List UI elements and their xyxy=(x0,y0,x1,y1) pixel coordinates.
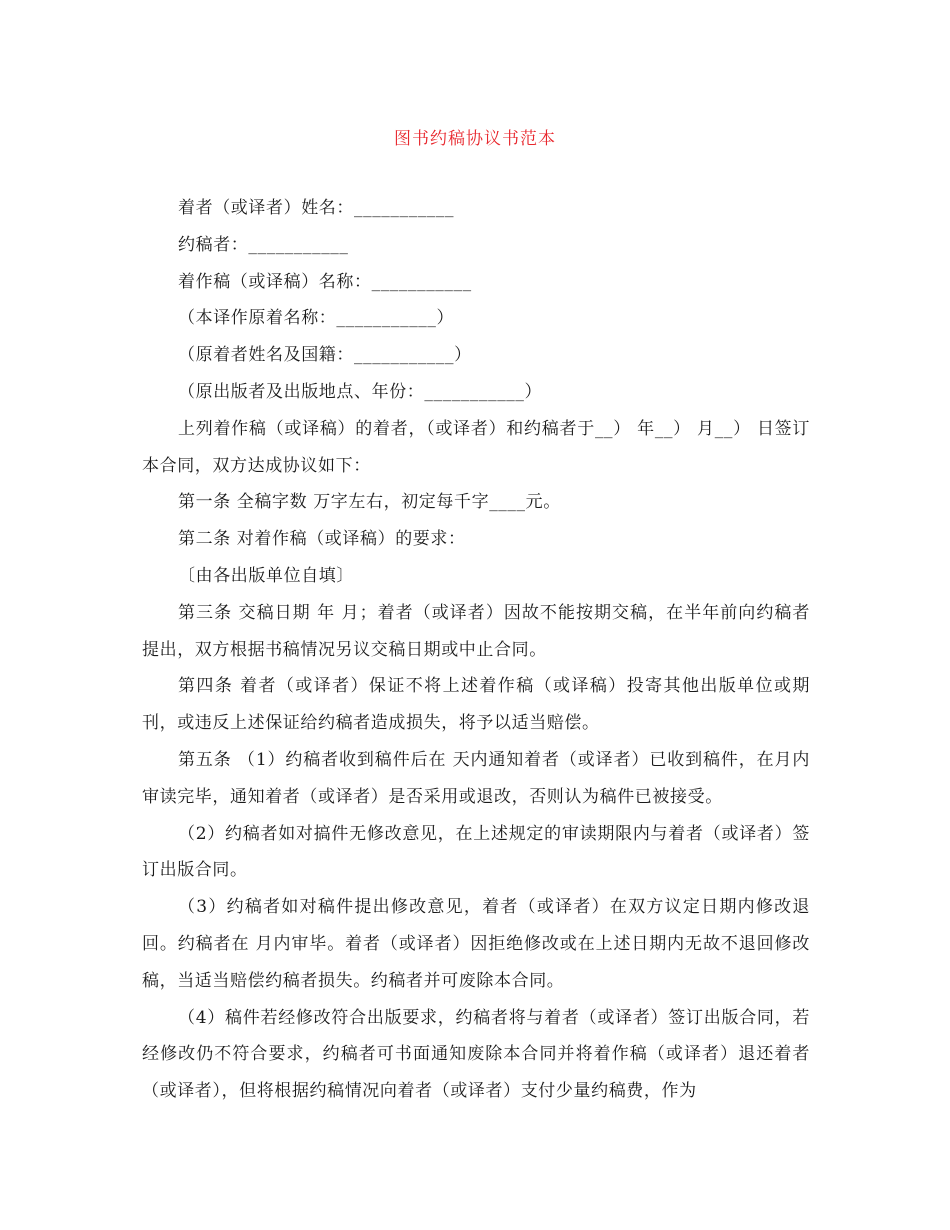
paragraph: （2）约稿者如对搞件无修改意见，在上述规定的审读期限内与着者（或译者）签订出版合同。 xyxy=(142,823,810,881)
paragraph: 〔由各出版单位自填〕 xyxy=(178,565,354,586)
paragraph: 第五条 （1）约稿者收到稿件后在 天内通知着者（或译者）已收到稿件，在月内审读完毕，通知着者（或译者）是否采用或退改，否则认为稿件已被接受。 xyxy=(142,749,810,807)
paragraph: （原着者姓名及国籍：___________） xyxy=(178,345,472,366)
paragraph: 第一条 全稿字数 万字左右，初定每千字____元。 xyxy=(178,492,561,513)
paragraph: 着作稿（或译稿）名称：___________ xyxy=(178,271,472,292)
document-title: 图书约稿协议书范本 xyxy=(394,129,556,149)
paragraph: 第四条 着者（或译者）保证不将上述着作稿（或译稿）投寄其他出版单位或期刊，或违反上述保证给约稿者造成损失，将予以适当赔偿。 xyxy=(142,676,810,734)
paragraph: （本译作原着名称：___________） xyxy=(178,308,455,329)
paragraph: （3）约稿者如对稿件提出修改意见，着者（或译者）在双方议定日期内修改退回。约稿者在 月内审毕。着者（或译者）因拒绝修改或在上述日期内无故不退回修改稿，当适当赔偿约稿者损失。约稿者并可废除本合同。 xyxy=(142,897,810,991)
paragraph: 第三条 交稿日期 年 月；着者（或译者）因故不能按期交稿，在半年前向约稿者提出，双方根据书稿情况另议交稿日期或中止合同。 xyxy=(142,602,810,660)
paragraph: 着者（或译者）姓名：___________ xyxy=(178,198,455,218)
paragraph: （4）稿件若经修改符合出版要求，约稿者将与着者（或译者）签订出版合同，若经修改仍不符合要求，约稿者可书面通知废除本合同并将着作稿（或译者）退还着者（或译者），但将根据约稿情况向着者（或译者）支付少量约稿费，作为 xyxy=(142,1007,810,1102)
document-body xyxy=(142,190,810,1110)
paragraph: 第二条 对着作稿（或译稿）的要求： xyxy=(178,529,466,550)
paragraph: 上列着作稿（或译稿）的着者，（或译者）和约稿者于__） 年__） 月__） 日签订本合同，双方达成协议如下： xyxy=(142,418,810,476)
paragraph: （原出版者及出版地点、年份：___________） xyxy=(178,381,543,402)
paragraph: 约稿者：___________ xyxy=(178,234,349,255)
